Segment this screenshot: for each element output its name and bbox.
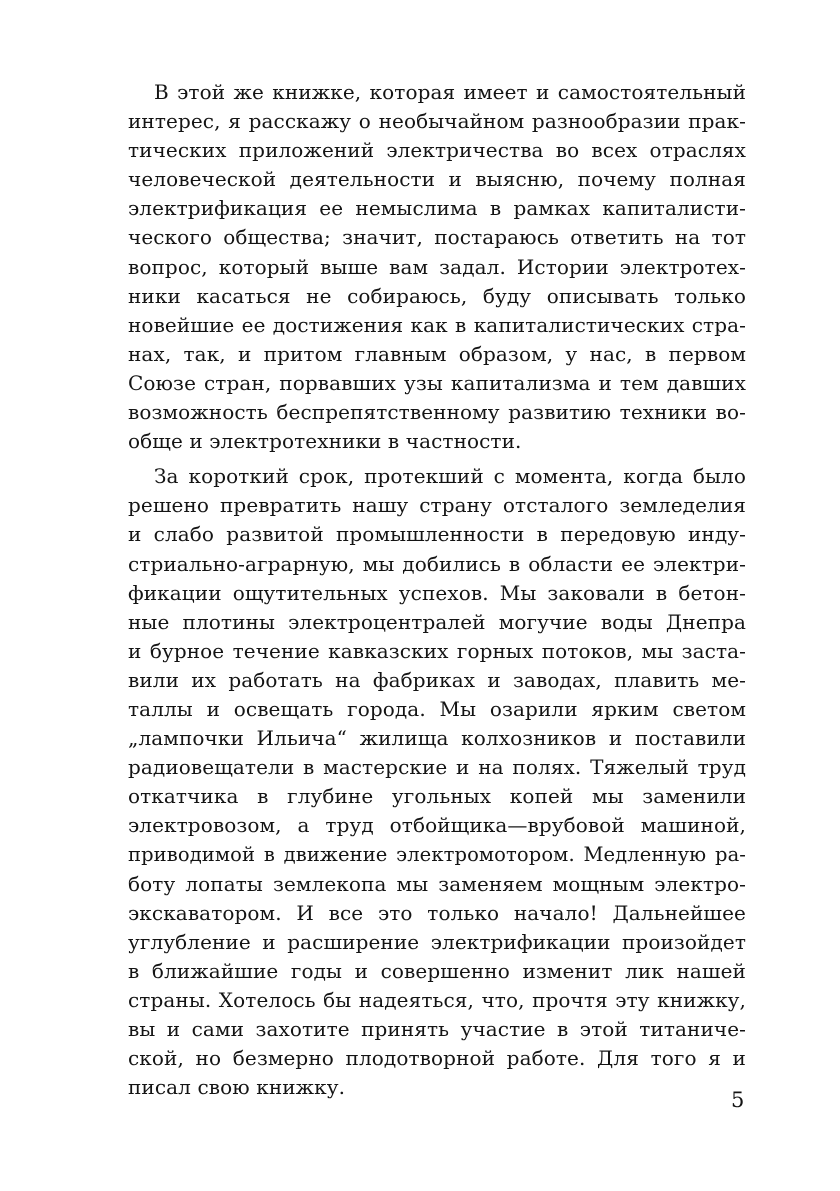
text-line: углубление и расширение электрификации произойдет xyxy=(128,929,746,954)
text-line: интерес, я расскажу о необычайном разнообразии прак- xyxy=(128,109,746,134)
text-line: экскаватором. И все это только начало! Дальнейшее xyxy=(128,900,746,925)
text-line: За короткий срок, протекший с момента, когда было xyxy=(154,464,746,489)
text-line: приводимой в движение электромотором. Медленную ра- xyxy=(128,843,746,867)
text-line: вопрос, который выше вам задал. Истории электротех- xyxy=(128,254,746,279)
page-number: 5 xyxy=(731,1088,745,1112)
text-line: Союзе стран, порвавших узы капитализма и тем давших xyxy=(128,370,746,395)
text-line: и бурное течение кавказских горных потоков, мы заста- xyxy=(128,638,746,663)
text-line: В этой же книжке, которая имеет и самостоятельный xyxy=(154,80,746,104)
text-line: нах, так, и притом главным образом, у нас, в первом xyxy=(128,341,746,366)
text-line: боту лопаты землекопа мы заменяем мощным электро- xyxy=(128,871,746,896)
text-line: человеческой деятельности и выясню, почему полная xyxy=(128,167,746,192)
text-line: электрификация ее немыслима в рамках капиталисти- xyxy=(128,196,746,221)
text-line: решено превратить нашу страну отсталого земледелия xyxy=(128,493,746,518)
text-line: тических приложений электричества во всех отраслях xyxy=(128,138,746,163)
paragraph-2 xyxy=(128,462,746,1102)
text-line: страны. Хотелось бы надеяться, что, прочтя эту книжку, xyxy=(128,987,746,1012)
text-line: и слабо развитой промышленности в передовую инду- xyxy=(128,522,746,547)
text-line: ческого общества; значит, постараюсь ответить на тот xyxy=(128,225,746,250)
text-line: „лампочки Ильича“ жилища колхозников и поставили xyxy=(128,726,746,751)
text-line: откатчика в глубине угольных копей мы заменили xyxy=(128,784,746,809)
text-line: новейшие ее достижения как в капиталистических стра- xyxy=(128,312,746,337)
text-line: таллы и освещать города. Мы озарили ярким светом xyxy=(128,696,746,721)
text-line: вили их работать на фабриках и заводах, плавить ме- xyxy=(128,667,746,692)
text-line: писал свою книжку. xyxy=(128,1075,346,1100)
text-line: ники касаться не собираюсь, буду описывать только xyxy=(128,283,746,308)
text-line: электровозом, а труд отбойщика—врубовой машиной, xyxy=(128,813,746,838)
text-line: вы и сами захотите принять участие в этой титаниче- xyxy=(128,1017,746,1041)
text-line: ные плотины электроцентралей могучие воды Днепра xyxy=(128,609,746,634)
text-line: возможность беспрепятственному развитию техники во- xyxy=(128,400,746,425)
text-line: обще и электротехники в частности. xyxy=(128,429,522,454)
text-line: в ближайшие годы и совершенно изменит лик нашей xyxy=(128,958,746,983)
text-line: фикации ощутительных успехов. Мы заковали в бетон- xyxy=(128,580,746,605)
text-line: радиовещатели в мастерские и на полях. Тяжелый труд xyxy=(128,755,746,780)
text-line: ской, но безмерно плодотворной работе. Для того я и xyxy=(128,1046,746,1071)
text-body xyxy=(128,78,746,1102)
paragraph-1 xyxy=(128,78,746,456)
text-line: стриально-аграрную, мы добились в области ее электри- xyxy=(128,551,746,576)
